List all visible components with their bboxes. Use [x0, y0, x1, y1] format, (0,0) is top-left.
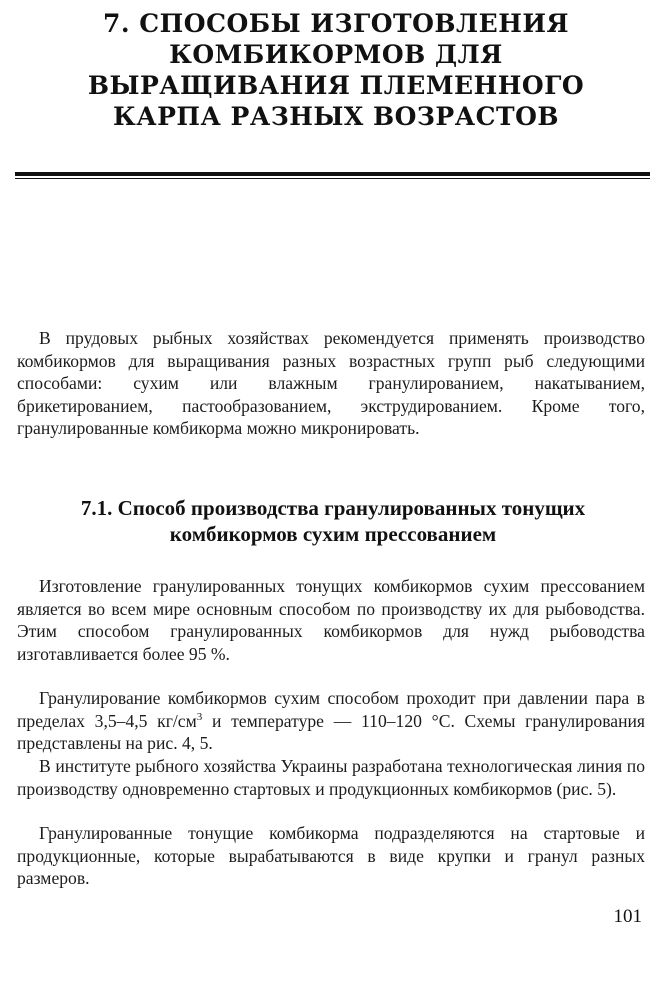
superscript-exponent: 3: [196, 710, 203, 723]
page-number: 101: [613, 906, 642, 927]
title-rule-thin: [15, 178, 650, 179]
section-paragraph-3: В институте рыбного хозяйства Украины разработана технологическая линия по производству одновременно стартовых и продукционных комбикормов (рис. 5).: [17, 756, 645, 799]
chapter-title: 7. СПОСОБЫ ИЗГОТОВЛЕНИЯ КОМБИКОРМОВ ДЛЯ ВЫРАЩИВАНИЯ ПЛЕМЕННОГО КАРПА РАЗНЫХ ВОЗРАСТОВ: [87, 9, 585, 131]
title-rule-thick: [15, 172, 650, 176]
paragraph-2-text-a: Гранулирование комбикормов сухим способом проходит при давлении пара в пределах 3,5–4,5 кг/см: [17, 688, 645, 731]
section-paragraph-2: [17, 687, 645, 755]
section-paragraph-4: Гранулированные тонущие комбикорма подразделяются на стартовые и продукционные, которые вырабатываются в виде крупки и гранул разных размеров.: [17, 823, 645, 889]
intro-paragraph: В прудовых рыбных хозяйствах рекомендуется применять производство комбикормов для выращивания разных возрастных групп рыб следующими способами: сухим или влажным гранулированием, накатыванием, брикетированием, пастообразованием, экструдированием. Кроме того, гранулированные комбикорма можно микронировать.: [17, 328, 645, 439]
section-title: 7.1. Способ производства гранулированных тонущих комбикормов сухим прессованием: [80, 496, 586, 546]
paragraph-2-text-b: и температуре — 110–120 °С. Схемы гранулирования представлены на рис. 4, 5.: [17, 710, 645, 754]
section-paragraph-1: Изготовление гранулированных тонущих комбикормов сухим прессованием является во всем мире основным способом по производству их для рыбоводства. Этим способом гранулированных комбикормов для нужд рыбоводства изготавливается более 95 %.: [17, 576, 645, 664]
